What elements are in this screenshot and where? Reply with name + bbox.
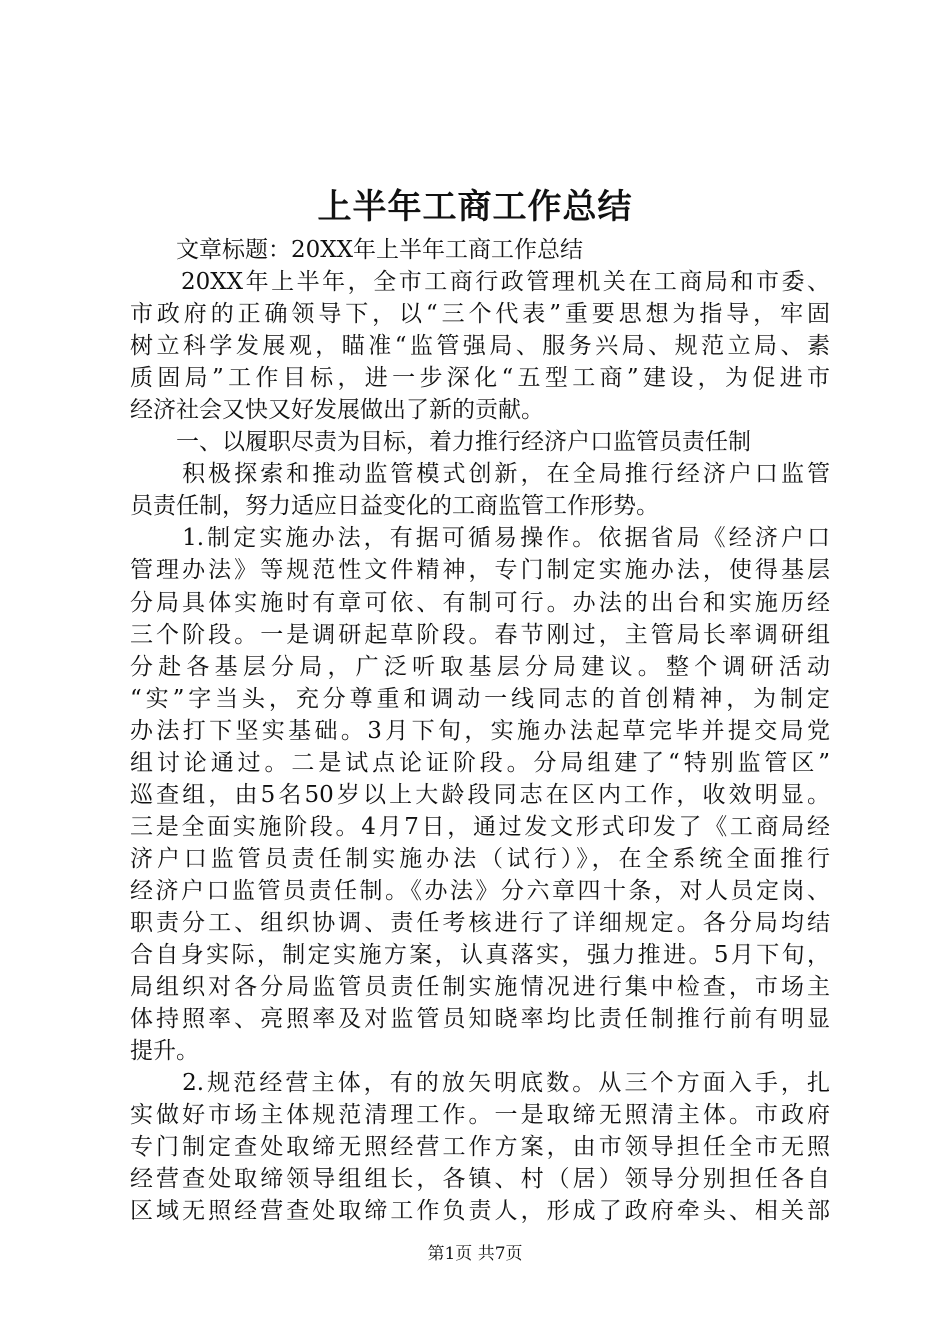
body-line: 1.制定实施办法，有据可循易操作。依据省局《经济户口 [130, 525, 830, 552]
body-line: 分赴各基层分局，广泛听取基层分局建议。整个调研活动 [130, 653, 830, 680]
body-line: 职责分工、组织协调、责任考核进行了详细规定。各分局均结 [130, 909, 830, 936]
page-footer: 第1页 共7页 [427, 1244, 523, 1264]
body-line: 合自身实际，制定实施方案，认真落实，强力推进。5月下旬， [130, 942, 830, 969]
body-line: 专门制定查处取缔无照经营工作方案，由市领导担任全市无照 [130, 1134, 830, 1161]
body-line: 局组织对各分局监管员责任制实施情况进行集中检查，市场主 [130, 974, 830, 1001]
body-line: 管理办法》等规范性文件精神，专门制定实施办法，使得基层 [130, 557, 830, 584]
body-line: 20XX年上半年，全市工商行政管理机关在工商局和市委、 [130, 269, 830, 296]
document-body [130, 234, 830, 1227]
body-line: 组讨论通过。二是试点论证阶段。分局组建了“特别监管区” [130, 749, 830, 776]
body-line: 体持照率、亮照率及对监管员知晓率均比责任制推行前有明显 [130, 1006, 830, 1033]
body-line: 市政府的正确领导下，以“三个代表”重要思想为指导，牢固 [130, 301, 830, 328]
body-line: 质固局”工作目标，进一步深化“五型工商”建设，为促进市 [130, 365, 830, 392]
body-line: 文章标题：20XX年上半年工商工作总结 [130, 237, 584, 263]
body-line: 分局具体实施时有章可依、有制可行。办法的出台和实施历经 [130, 589, 830, 616]
body-line: 积极探索和推动监管模式创新，在全局推行经济户口监管 [130, 461, 830, 488]
body-line: 经营查处取缔领导组组长，各镇、村（居）领导分别担任各自 [130, 1166, 830, 1193]
body-line: 提升。 [130, 1038, 199, 1065]
body-line: 树立科学发展观，瞄准“监管强局、服务兴局、规范立局、素 [130, 333, 830, 360]
body-line: 区域无照经营查处取缔工作负责人，形成了政府牵头、相关部 [130, 1198, 830, 1225]
body-line: “实”字当头，充分尊重和调动一线同志的首创精神，为制定 [130, 685, 830, 712]
body-line: 办法打下坚实基础。3月下旬，实施办法起草完毕并提交局党 [130, 717, 830, 744]
body-line: 员责任制，努力适应日益变化的工商监管工作形势。 [130, 493, 659, 520]
body-line: 济户口监管员责任制实施办法（试行）》，在全系统全面推行 [130, 845, 830, 872]
body-line: 一、以履职尽责为目标，着力推行经济户口监管员责任制 [130, 429, 751, 456]
body-line: 三是全面实施阶段。4月7日，通过发文形式印发了《工商局经 [130, 813, 830, 840]
body-line: 经济社会又快又好发展做出了新的贡献。 [130, 397, 544, 424]
body-line: 实做好市场主体规范清理工作。一是取缔无照清主体。市政府 [130, 1102, 830, 1129]
body-line: 巡查组，由5名50岁以上大龄段同志在区内工作，收效明显。 [130, 781, 830, 808]
body-line: 三个阶段。一是调研起草阶段。春节刚过，主管局长率调研组 [130, 621, 830, 648]
document-title: 上半年工商工作总结 [317, 187, 633, 227]
body-line: 2.规范经营主体，有的放矢明底数。从三个方面入手，扎 [130, 1070, 830, 1097]
body-line: 经济户口监管员责任制。《办法》分六章四十条，对人员定岗、 [130, 877, 830, 904]
